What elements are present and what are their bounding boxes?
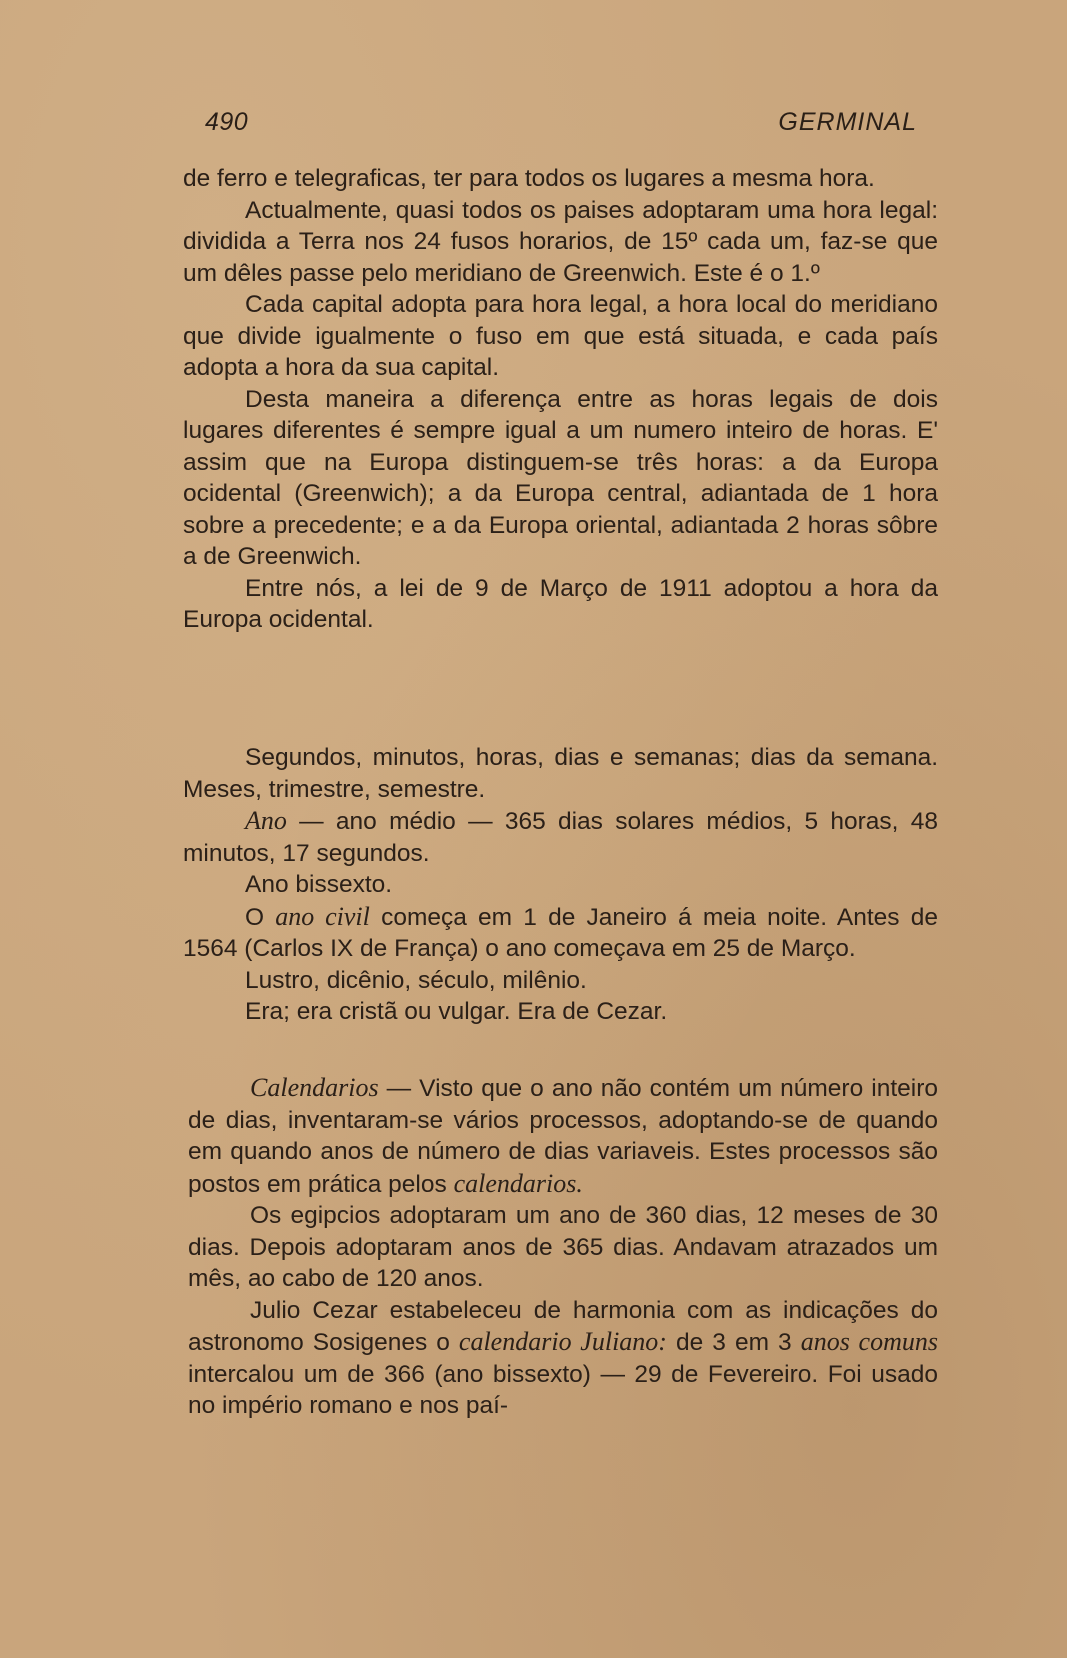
paragraph: Segundos, minutos, horas, dias e semanas; dias da semana. Meses, trimestre, semestre. <box>183 744 938 803</box>
text-block-hora-legal <box>183 163 938 636</box>
term-calendario-juliano: calendario Juliano: <box>458 1327 667 1356</box>
paragraph-text: — Visto que o ano não contém um número inteiro de dias, inventaram-se vários processos, adoptando-se de quando em quando anos de número de dias variaveis. Estes processos são postos em prática pelos <box>188 1075 938 1198</box>
paragraph: Cada capital adopta para hora legal, a hora local do meridiano que divide igualmente o fuso em que está situada, e cada país adopta a hora da sua capital. <box>183 291 938 381</box>
paragraph: Os egipcios adoptaram um ano de 360 dias, 12 meses de 30 dias. Depois adoptaram anos de 365 dias. Andavam atrazados um mês, ao cabo de 120 anos. <box>188 1202 938 1292</box>
paragraph-text: Julio Cezar estabeleceu de harmonia com as indicações do astronomo Sosigenes o <box>188 1296 938 1356</box>
paragraph-text: O <box>245 903 276 931</box>
term-ano-civil: ano civil <box>275 901 370 931</box>
paragraph-text: começa em 1 de Janeiro á meia noite. Antes de 1564 (Carlos IX de França) o ano começava em 25 de Março. <box>183 903 938 962</box>
paragraph <box>183 805 938 869</box>
term-calendarios: Calendarios <box>250 1073 379 1102</box>
paragraph-text: de 3 em 3 <box>666 1329 801 1356</box>
paragraph: Desta maneira a diferença entre as horas legais de dois lugares diferentes é sempre igual a um numero inteiro de horas. E' assim que na Europa distinguem-se três horas: a da Europa ocidental (Greenwich); a da Europa central, adiantada de 1 hora sobre a precedente; e a da Europa oriental, adiantada 2 horas sôbre a de Greenwich. <box>183 385 938 570</box>
term-ano: Ano <box>245 806 287 835</box>
paragraph: de ferro e telegraficas, ter para todos os lugares a mesma hora. <box>183 165 875 192</box>
running-title: GERMINAL <box>778 108 917 136</box>
paragraph: Ano bissexto. <box>245 871 393 898</box>
paragraph <box>188 1295 938 1422</box>
paragraph: Actualmente, quasi todos os paises adoptaram uma hora legal: dividida a Terra nos 24 fusos horarios, de 15º cada um, faz-se que um dêles passe pelo meridiano de Greenwich. Este é o 1.º <box>183 196 938 287</box>
term-anos-comuns: anos comuns <box>800 1327 938 1356</box>
term-calendarios-2: calendarios. <box>453 1168 583 1198</box>
paragraph-text: — ano médio — 365 dias solares médios, 5 horas, 48 minutos, 17 segundos. <box>183 808 938 867</box>
paragraph <box>183 901 938 965</box>
text-block-calendarios <box>188 1072 938 1422</box>
paragraph: Entre nós, a lei de 9 de Março de 1911 adoptou a hora da Europa ocidental. <box>183 574 938 633</box>
paragraph: Lustro, dicênio, século, milênio. <box>245 966 587 994</box>
paragraph: Era; era cristã ou vulgar. Era de Cezar. <box>245 998 668 1025</box>
paragraph-text: intercalou um de 366 (ano bissexto) — 29 de Fevereiro. Foi usado no império romano e nos paí- <box>188 1360 938 1419</box>
paragraph <box>188 1072 938 1200</box>
text-block-units-of-time <box>183 742 938 1028</box>
page-header <box>205 108 917 144</box>
page-number: 490 <box>205 108 249 136</box>
